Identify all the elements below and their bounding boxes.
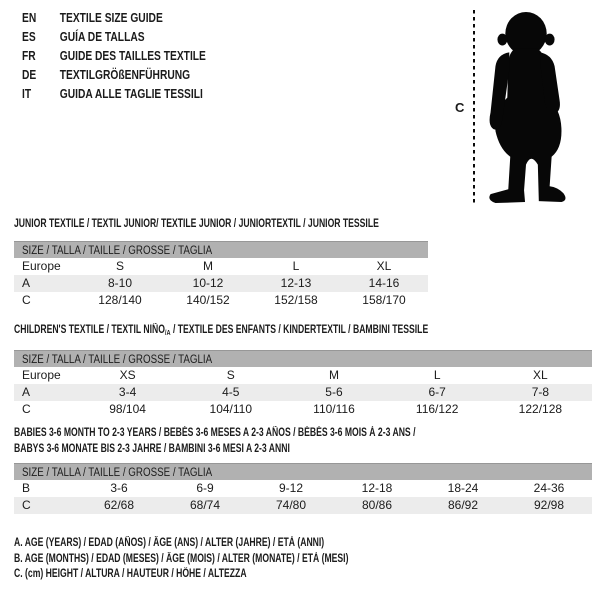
value-cell: 24-36: [533, 481, 565, 495]
value-cell: 122/128: [518, 402, 563, 416]
size-header-row: [14, 464, 592, 480]
lang-row-es: [22, 28, 206, 47]
size-header-bar: [14, 242, 428, 258]
value-cell: 7-8: [489, 384, 592, 401]
value-cell: 6-7: [386, 384, 489, 401]
lang-label: GUIDA ALLE TAGLIE TESSILI: [59, 87, 203, 101]
value-cell: 10-12: [164, 275, 252, 292]
value-cell: XL: [376, 259, 392, 273]
table-row-europe: [14, 258, 428, 275]
value-cell: 9-12: [278, 481, 304, 495]
row-label-cell: A: [14, 384, 76, 401]
size-header-row: [14, 242, 428, 258]
value-cell: 104/110: [209, 402, 253, 416]
table-row-height: [14, 497, 592, 514]
lang-row-en: [22, 9, 206, 28]
title-part: / TEXTILE DES ENFANTS / KINDERTEXTIL / BAMBINI TESSILE: [170, 324, 429, 336]
row-label-cell: Europe: [22, 259, 61, 273]
lang-label: TEXTILGRÖßENFÜHRUNG: [59, 68, 191, 82]
value-cell: 74/80: [248, 497, 334, 514]
size-header-text: SIZE / TALLA / TAILLE / GRÖSSE / TAGLIA: [22, 466, 213, 479]
size-header-text: SIZE / TALLA / TAILLE / GRÖSSE / TAGLIA: [22, 353, 213, 366]
row-label-cell: Europe: [22, 368, 61, 382]
value-cell: 62/68: [76, 497, 162, 514]
baby-silhouette-icon: [482, 9, 572, 206]
value-cell: L: [292, 259, 300, 273]
language-title-list: [22, 9, 246, 104]
value-cell: 140/152: [186, 293, 230, 307]
lang-label: GUIDE DES TAILLES TEXTILE: [59, 49, 206, 63]
value-cell: S: [226, 368, 235, 382]
childrens-size-table: [14, 350, 592, 418]
value-cell: M: [328, 368, 339, 382]
row-label-cell: C: [22, 402, 31, 416]
value-cell: 98/104: [109, 402, 146, 416]
value-cell: 4-5: [179, 384, 282, 401]
title-subscript: /A: [164, 328, 171, 337]
lang-row-de: [22, 66, 206, 85]
value-cell: XS: [119, 368, 136, 382]
value-cell: 12-13: [252, 275, 340, 292]
value-cell: 92/98: [506, 497, 592, 514]
title-part: CHILDREN'S TEXTILE / TEXTIL NIÑO: [14, 324, 165, 336]
lang-code: DE: [22, 68, 37, 82]
row-label-cell: C: [14, 497, 76, 514]
size-header-row: [14, 351, 592, 367]
table-row-age-months: [14, 480, 592, 497]
row-label-cell: A: [14, 275, 76, 292]
lang-code: IT: [22, 87, 32, 101]
lang-label: GUÍA DE TALLAS: [59, 30, 145, 44]
value-cell: 3-6: [110, 481, 128, 495]
footnote-age-years: A. AGE (YEARS) / EDAD (AÑOS) / ÂGE (ANS) / ALTER (JAHRE) / ETÀ (ANNI): [14, 537, 325, 549]
table-row-age: [14, 384, 592, 401]
lang-code: ES: [22, 30, 36, 44]
lang-label: TEXTILE SIZE GUIDE: [59, 11, 163, 25]
table-row-europe: [14, 367, 592, 384]
size-header-text: SIZE / TALLA / TAILLE / GRÖSSE / TAGLIA: [22, 244, 213, 257]
value-cell: 152/158: [274, 293, 318, 307]
footnote-height-cm: C. (cm) HEIGHT / ALTURA / HAUTEUR / HÖHE / ALTEZZA: [14, 568, 247, 580]
value-cell: S: [115, 259, 124, 273]
lang-row-it: [22, 85, 206, 104]
table-row-age: [14, 275, 428, 292]
value-cell: 8-10: [76, 275, 164, 292]
value-cell: 68/74: [162, 497, 248, 514]
value-cell: 18-24: [447, 481, 479, 495]
size-header-bar: [14, 351, 592, 367]
lang-code: EN: [22, 11, 37, 25]
footnote-age-months: B. AGE (MONTHS) / EDAD (MESES) / ÂGE (MOIS) / ALTER (MONATE) / ETÀ (MESI): [14, 552, 349, 565]
value-cell: 80/86: [334, 497, 420, 514]
value-cell: 5-6: [282, 384, 385, 401]
value-cell: 86/92: [420, 497, 506, 514]
value-cell: 14-16: [340, 275, 428, 292]
value-cell: 158/170: [362, 293, 406, 307]
row-label-cell: C: [22, 293, 31, 307]
height-measure-label: C: [455, 100, 465, 115]
value-cell: XL: [533, 368, 548, 382]
value-cell: M: [203, 259, 213, 273]
junior-table-title: JUNIOR TEXTILE / TEXTIL JUNIOR/ TEXTILE JUNIOR / JUNIORTEXTIL / JUNIOR TESSILE: [14, 218, 379, 230]
value-cell: 12-18: [361, 481, 393, 495]
lang-row-fr: [22, 47, 206, 66]
childrens-table-title: [14, 324, 428, 339]
table-row-height: [14, 401, 592, 418]
height-dashed-line: [473, 10, 475, 206]
babies-table-title-line1: BABIES 3-6 MONTH TO 2-3 YEARS / BEBÉS 3-6 MESES A 2-3 AÑOS / BÉBÉS 3-6 MOIS À 2-3 ANS /: [14, 427, 416, 439]
value-cell: 6-9: [196, 481, 214, 495]
value-cell: 110/116: [313, 402, 355, 416]
value-cell: 116/122: [415, 402, 459, 416]
babies-size-table: [14, 463, 592, 514]
babies-table-title-line2: BABYS 3-6 MONATE BIS 2-3 JAHRE / BAMBINI 3-6 MESI A 2-3 ANNI: [14, 443, 290, 455]
junior-size-table: [14, 241, 428, 309]
value-cell: 128/140: [98, 293, 142, 307]
value-cell: 3-4: [76, 384, 179, 401]
row-label-cell: B: [22, 481, 31, 495]
table-row-height: [14, 292, 428, 309]
value-cell: L: [433, 368, 441, 382]
lang-code: FR: [22, 49, 36, 63]
size-header-bar: [14, 464, 592, 480]
